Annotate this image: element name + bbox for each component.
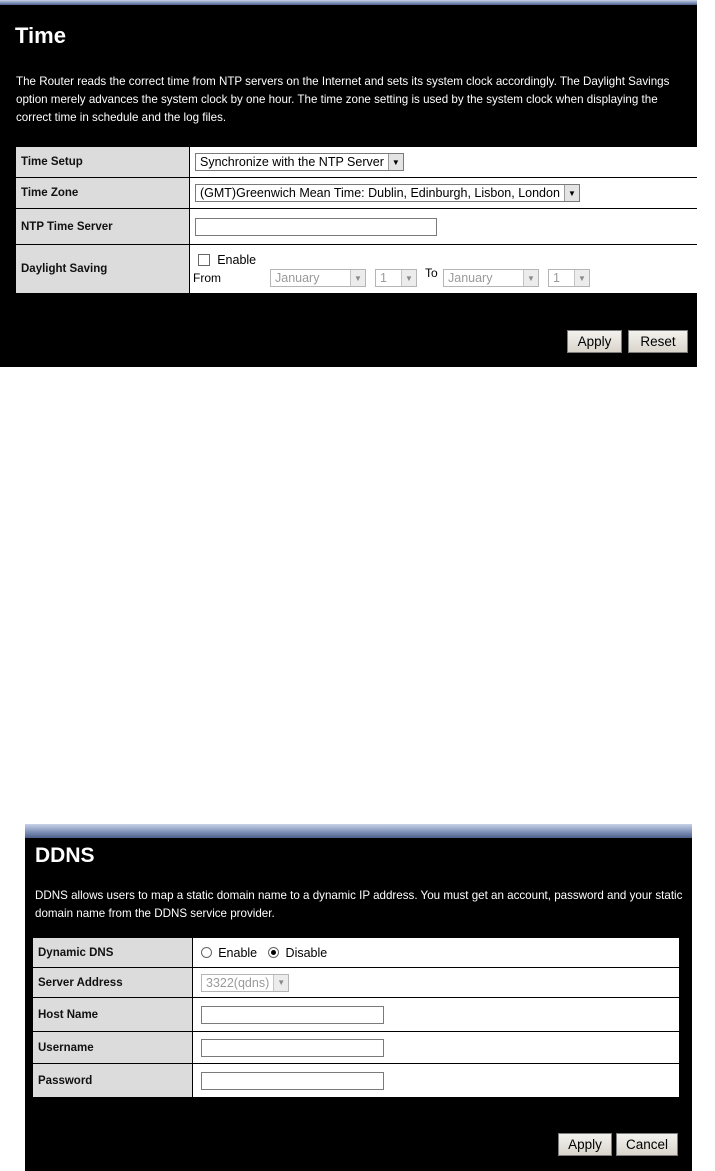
server-address-value: 3322(qdns) bbox=[206, 975, 270, 990]
daylight-saving-label: Daylight Saving bbox=[16, 245, 190, 294]
daylight-enable-checkbox[interactable] bbox=[198, 254, 210, 266]
dynamic-dns-row bbox=[33, 938, 680, 968]
dynamic-dns-enable-radio[interactable] bbox=[201, 947, 212, 958]
chevron-down-icon: ▼ bbox=[350, 270, 365, 286]
ddns-settings-table bbox=[32, 937, 680, 1098]
from-day-value: 1 bbox=[380, 271, 387, 285]
panel-top-bar bbox=[25, 824, 692, 838]
page-title: DDNS bbox=[35, 844, 95, 867]
server-address-label: Server Address bbox=[33, 968, 193, 998]
to-month-value: January bbox=[448, 271, 493, 285]
time-panel bbox=[0, 0, 697, 367]
daylight-saving-row bbox=[16, 245, 698, 294]
daylight-to-label: To bbox=[425, 266, 438, 280]
host-name-input[interactable] bbox=[201, 1006, 384, 1024]
daylight-enable-label: Enable bbox=[217, 253, 257, 267]
host-name-label: Host Name bbox=[33, 998, 193, 1032]
daylight-from-month-select[interactable] bbox=[270, 269, 366, 287]
chevron-down-icon: ▼ bbox=[564, 185, 579, 201]
password-row bbox=[33, 1064, 680, 1098]
daylight-from-label: From bbox=[193, 271, 221, 285]
time-zone-select[interactable] bbox=[195, 184, 580, 202]
to-day-value: 1 bbox=[553, 271, 560, 285]
reset-button[interactable]: Reset bbox=[628, 330, 688, 353]
from-month-value: January bbox=[275, 271, 320, 285]
chevron-down-icon: ▼ bbox=[401, 270, 416, 286]
daylight-to-day-select[interactable] bbox=[548, 269, 590, 287]
apply-button[interactable]: Apply bbox=[567, 330, 622, 353]
dynamic-dns-enable-label: Enable bbox=[218, 945, 258, 960]
time-setup-label: Time Setup bbox=[16, 147, 190, 178]
apply-button[interactable]: Apply bbox=[558, 1133, 612, 1156]
server-address-select[interactable] bbox=[201, 974, 289, 992]
time-settings-table bbox=[15, 146, 697, 294]
username-label: Username bbox=[33, 1032, 193, 1064]
ntp-server-input[interactable] bbox=[195, 218, 437, 236]
server-address-row bbox=[33, 968, 680, 998]
dynamic-dns-label: Dynamic DNS bbox=[33, 938, 193, 968]
time-zone-value: (GMT)Greenwich Mean Time: Dublin, Edinburgh, Lisbon, London bbox=[200, 186, 560, 200]
chevron-down-icon: ▼ bbox=[273, 975, 288, 991]
chevron-down-icon: ▼ bbox=[574, 270, 589, 286]
username-input[interactable] bbox=[201, 1039, 384, 1057]
chevron-down-icon: ▼ bbox=[523, 270, 538, 286]
ddns-description: DDNS allows users to map a static domain name to a dynamic IP address. You must get an account, password and your static domain name from the DDNS service provider. bbox=[35, 889, 683, 920]
chevron-down-icon: ▼ bbox=[388, 154, 403, 170]
panel-top-bar bbox=[0, 0, 697, 5]
ntp-server-label: NTP Time Server bbox=[16, 209, 190, 245]
time-zone-row bbox=[16, 178, 698, 209]
daylight-from-day-select[interactable] bbox=[375, 269, 417, 287]
cancel-button[interactable]: Cancel bbox=[616, 1133, 678, 1156]
time-setup-row bbox=[16, 147, 698, 178]
ddns-panel bbox=[25, 824, 692, 1171]
host-name-row bbox=[33, 998, 680, 1032]
password-input[interactable] bbox=[201, 1072, 384, 1090]
username-row bbox=[33, 1032, 680, 1064]
time-description: The Router reads the correct time from NTP servers on the Internet and sets its system clock accordingly. The Daylight Savings option merely advances the system clock by one hour. The time zone setting is used by the system clock when displaying the correct time in schedule and the log files. bbox=[16, 75, 670, 124]
password-label: Password bbox=[33, 1064, 193, 1098]
time-zone-label: Time Zone bbox=[16, 178, 190, 209]
page-title: Time bbox=[15, 23, 66, 48]
time-setup-select[interactable] bbox=[195, 153, 404, 171]
time-setup-value: Synchronize with the NTP Server bbox=[200, 155, 384, 169]
dynamic-dns-disable-radio[interactable] bbox=[268, 947, 279, 958]
ntp-server-row bbox=[16, 209, 698, 245]
daylight-to-month-select[interactable] bbox=[443, 269, 539, 287]
dynamic-dns-disable-label: Disable bbox=[285, 945, 328, 960]
